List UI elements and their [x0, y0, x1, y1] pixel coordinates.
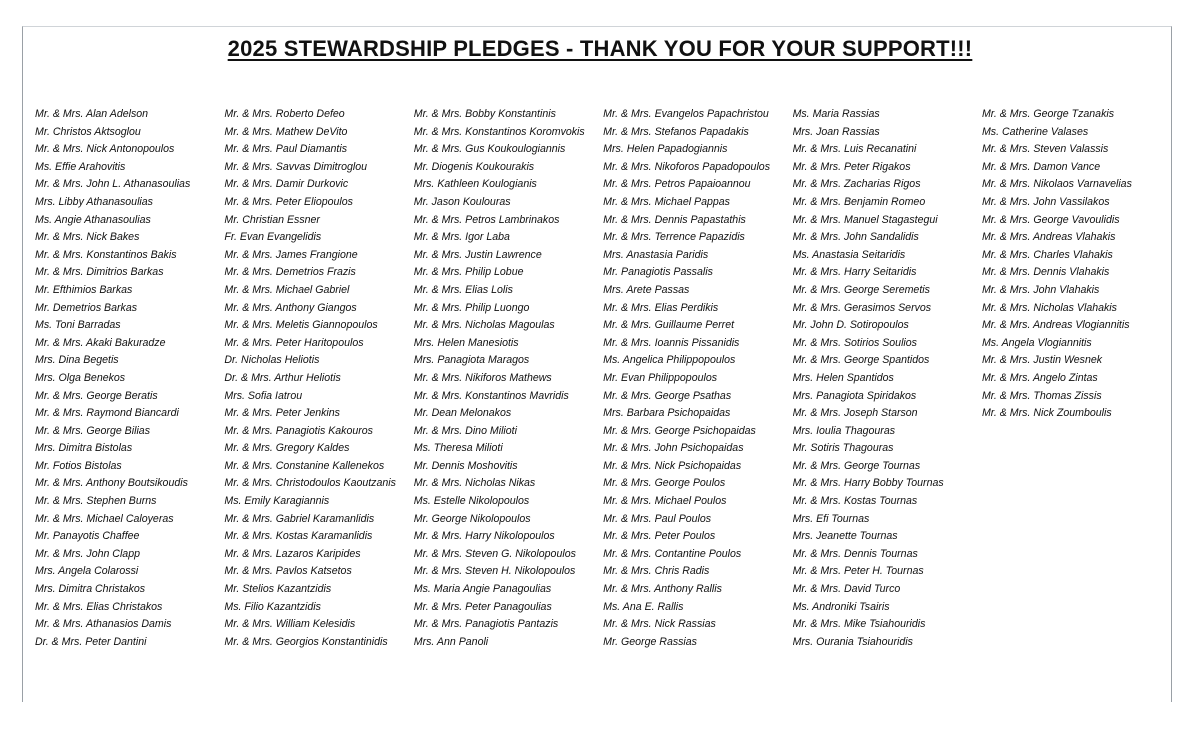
donor-name: Mr. & Mrs. Joseph Starson: [792, 407, 918, 420]
donor-name: Dr. Nicholas Heliotis: [224, 354, 320, 367]
donor-name: Mr. & Mrs. Dino Milioti: [413, 424, 517, 437]
name-column-3: [414, 106, 603, 651]
donor-name: Mr. & Mrs. Justin Wesnek: [981, 354, 1103, 367]
donor-name: Mr. & Mrs. Mathew DeVito: [224, 125, 348, 138]
donor-name: Mrs. Efi Tournas: [792, 512, 870, 525]
donor-name: Mr. & Mrs. Harry Nikolopoulos: [413, 530, 555, 543]
donor-name: Mr. & Mrs. Damon Vance: [981, 160, 1101, 173]
donor-name: Mr. & Mrs. Nick Zoumboulis: [981, 407, 1112, 420]
donor-name: Mrs. Angela Colarossi: [35, 565, 139, 578]
donor-name: Mr. & Mrs. Anthony Giangos: [224, 301, 357, 314]
donor-name: Mr. & Mrs. George Spantidos: [792, 354, 930, 367]
donor-name: Mr. & Mrs. Nick Rassias: [603, 618, 716, 631]
donor-name: Mr. Stelios Kazantzidis: [224, 583, 332, 596]
donor-name: Mr. & Mrs. Panagiotis Pantazis: [413, 618, 559, 631]
donor-name: Mr. & Mrs. Dennis Tournas: [792, 547, 918, 560]
donor-name: Mr. & Mrs. Meletis Giannopoulos: [224, 319, 378, 332]
donor-name: Mrs. Panagiota Maragos: [413, 354, 530, 367]
donor-name: Mr. & Mrs. Panagiotis Kakouros: [224, 424, 373, 437]
donor-name: Mr. & Mrs. Nikoforos Papadopoulos: [603, 160, 770, 173]
donor-name: Mr. & Mrs. John Vassilakos: [981, 195, 1110, 208]
donor-name: Mr. & Mrs. Nick Bakes: [35, 231, 140, 244]
donor-name: Mr. & Mrs. Guillaume Perret: [603, 319, 735, 332]
donor-name: Mr. & Mrs. Elias Christakos: [35, 600, 163, 613]
donor-name: Mr. & Mrs. Benjamin Romeo: [792, 195, 926, 208]
donor-name: Mr. & Mrs. Angelo Zintas: [981, 371, 1098, 384]
donor-name: Mr. & Mrs. George Beratis: [35, 389, 158, 402]
donor-name: Mrs. Helen Manesiotis: [413, 336, 519, 349]
donor-name: Mr. & Mrs. Steven H. Nikolopoulos: [413, 565, 576, 578]
donor-name: Dr. & Mrs. Arthur Heliotis: [224, 371, 341, 384]
donor-name: Mr. & Mrs. John Psichopaidas: [603, 442, 744, 455]
donor-name: Mr. & Mrs. Nicholas Vlahakis: [981, 301, 1117, 314]
donor-name: Mr. & Mrs. David Turco: [792, 583, 901, 596]
donor-name-columns: [35, 106, 1171, 651]
donor-name: Mr. & Mrs. Igor Laba: [413, 231, 510, 244]
donor-name: Mr. George Nikolopoulos: [413, 512, 531, 525]
donor-name: Mr. & Mrs. Manuel Stagastegui: [792, 213, 938, 226]
donor-name: Mr. Christos Aktsoglou: [35, 125, 141, 138]
donor-name: Ms. Angie Athanasoulias: [35, 213, 151, 226]
donor-name: Mr. Panayotis Chaffee: [35, 530, 140, 543]
donor-name: Mr. & Mrs. Peter Haritopoulos: [224, 336, 364, 349]
donor-name: Mrs. Anastasia Paridis: [603, 248, 709, 261]
page-title: 2025 STEWARDSHIP PLEDGES - THANK YOU FOR YOUR SUPPORT!!!: [227, 36, 973, 61]
donor-name: Mr. & Mrs. Contantine Poulos: [603, 547, 742, 560]
donor-name: Ms. Angela Vlogiannitis: [981, 336, 1092, 349]
donor-name: Ms. Catherine Valases: [981, 125, 1089, 138]
donor-name: Ms. Angelica Philippopoulos: [603, 354, 736, 367]
donor-name: Mrs. Panagiota Spiridakos: [792, 389, 917, 402]
donor-name: Mr. & Mrs. Andreas Vlogiannitis: [981, 319, 1130, 332]
donor-name: Mr. & Mrs. Peter Panagoulias: [413, 600, 552, 613]
donor-name: Mrs. Ioulia Thagouras: [792, 424, 896, 437]
donor-name: Mr. & Mrs. Dennis Papastathis: [603, 213, 746, 226]
donor-name: Mr. & Mrs. John Vlahakis: [981, 283, 1100, 296]
donor-name: Mr. & Mrs. Georgios Konstantinidis: [224, 635, 388, 648]
name-column-4: [603, 106, 792, 651]
donor-name: Mr. & Mrs. Konstantinos Bakis: [35, 248, 177, 261]
donor-name: Ms. Filio Kazantzidis: [224, 600, 321, 613]
donor-name: Mr. & Mrs. George Poulos: [603, 477, 726, 490]
donor-name: Mr. & Mrs. Peter Rigakos: [792, 160, 911, 173]
donor-name: Mr. & Mrs. Athanasios Damis: [35, 618, 172, 631]
donor-name: Mr. & Mrs. Nick Psichopaidas: [603, 459, 742, 472]
donor-name: Mrs. Ourania Tsiahouridis: [792, 635, 913, 648]
donor-name: Mr. & Mrs. Michael Gabriel: [224, 283, 350, 296]
name-column-1: [35, 106, 224, 651]
donor-name: Mr. & Mrs. Demetrios Frazis: [224, 266, 356, 279]
donor-name: Mr. Demetrios Barkas: [35, 301, 138, 314]
donor-name: Ms. Maria Angie Panagoulias: [413, 583, 552, 596]
donor-name: Ms. Anastasia Seitaridis: [792, 248, 906, 261]
donor-name: Mr. & Mrs. Anthony Rallis: [603, 583, 722, 596]
donor-name: Mr. Evan Philippopoulos: [603, 371, 718, 384]
donor-name: Mr. & Mrs. Luis Recanatini: [792, 143, 917, 156]
donor-name: Ms. Androniki Tsairis: [792, 600, 890, 613]
donor-name: Mr. Jason Koulouras: [413, 195, 511, 208]
donor-name: Mr. Sotiris Thagouras: [792, 442, 894, 455]
donor-name: Mr. & Mrs. Gus Koukoulogiannis: [413, 143, 566, 156]
donor-name: Mrs. Olga Benekos: [35, 371, 126, 384]
donor-name: Mr. & Mrs. Lazaros Karipides: [224, 547, 361, 560]
donor-name: Mr. & Mrs. Nikolaos Varnavelias: [981, 178, 1132, 191]
donor-name: Mr. & Mrs. Peter H. Tournas: [792, 565, 924, 578]
donor-name: Ms. Emily Karagiannis: [224, 495, 330, 508]
donor-name: Mr. Christian Essner: [224, 213, 320, 226]
donor-name: Mr. & Mrs. Sotirios Soulios: [792, 336, 917, 349]
donor-name: Mr. & Mrs. Elias Perdikis: [603, 301, 719, 314]
donor-name: Mr. Diogenis Koukourakis: [413, 160, 535, 173]
donor-name: Mr. & Mrs. Michael Pappas: [603, 195, 730, 208]
donor-name: Mr. & Mrs. Andreas Vlahakis: [981, 231, 1116, 244]
donor-name: Mr. & Mrs. George Tzanakis: [981, 108, 1115, 120]
donor-name: Ms. Ana E. Rallis: [603, 600, 684, 613]
donor-name: Mr. & Mrs. Bobby Konstantinis: [413, 108, 556, 120]
donor-name: Mr. & Mrs. Peter Eliopoulos: [224, 195, 353, 208]
donor-name: Mr. & Mrs. Justin Lawrence: [413, 248, 542, 261]
donor-name: Mr. & Mrs. Savvas Dimitroglou: [224, 160, 368, 173]
donor-name: Mr. & Mrs. Nikiforos Mathews: [413, 371, 552, 384]
donor-name: Mr. Dennis Moshovitis: [413, 459, 518, 472]
donor-name: Mr. & Mrs. Philip Lobue: [413, 266, 524, 279]
donor-name: Ms. Toni Barradas: [35, 319, 121, 332]
donor-name: Mr. & Mrs. Gerasimos Servos: [792, 301, 932, 314]
donor-name: Mr. & Mrs. Harry Seitaridis: [792, 266, 917, 279]
donor-name: Mr. & Mrs. Alan Adelson: [35, 108, 149, 120]
donor-name: Mrs. Libby Athanasoulias: [35, 195, 153, 208]
donor-name: Mr. & Mrs. Ioannis Pissanidis: [603, 336, 740, 349]
donor-name: Dr. & Mrs. Peter Dantini: [35, 635, 147, 648]
donor-name: Mr. & Mrs. Dennis Vlahakis: [981, 266, 1110, 279]
donor-name: Mr. & Mrs. Kostas Tournas: [792, 495, 918, 508]
donor-name: Mr. & Mrs. Chris Radis: [603, 565, 710, 578]
donor-name: Mr. & Mrs. Steven G. Nikolopoulos: [413, 547, 576, 560]
donor-name: Mr. & Mrs. John Clapp: [35, 547, 140, 560]
donor-name: Mr. & Mrs. Anthony Boutsikoudis: [35, 477, 188, 490]
donor-name: Mr. & Mrs. Zacharias Rigos: [792, 178, 921, 191]
donor-name: Ms. Estelle Nikolopoulos: [413, 495, 530, 508]
donor-name: Ms. Maria Rassias: [792, 108, 880, 120]
donor-name: Mr. & Mrs. Elias Lolis: [413, 283, 513, 296]
donor-name: Mr. & Mrs. Peter Jenkins: [224, 407, 340, 420]
donor-name: Mr. & Mrs. George Seremetis: [792, 283, 930, 296]
name-column-6: [982, 106, 1171, 651]
donor-name: Mr. & Mrs. George Psathas: [603, 389, 732, 402]
donor-name: Mrs. Arete Passas: [603, 283, 690, 296]
donor-name: Mr. & Mrs. Gregory Kaldes: [224, 442, 350, 455]
donor-name: Mr. & Mrs. Christodoulos Kaoutzanis: [224, 477, 396, 490]
donor-name: Mr. & Mrs. Philip Luongo: [413, 301, 530, 314]
donor-name: Mr. & Mrs. Dimitrios Barkas: [35, 266, 164, 279]
donor-name: Mr. & Mrs. George Tournas: [792, 459, 921, 472]
donor-name: Mr. & Mrs. Harry Bobby Tournas: [792, 477, 944, 490]
donor-name: Mr. & Mrs. Michael Caloyeras: [35, 512, 174, 525]
donor-name: Mr. & Mrs. Peter Poulos: [603, 530, 716, 543]
donor-name: Mr. & Mrs. George Psichopaidas: [603, 424, 756, 437]
donor-name: Mr. & Mrs. Konstantinos Koromvokis: [413, 125, 585, 138]
donor-name: Mr. & Mrs. Kostas Karamanlidis: [224, 530, 373, 543]
donor-name: Mr. & Mrs. Paul Poulos: [603, 512, 712, 525]
donor-name: Mr. & Mrs. Gabriel Karamanlidis: [224, 512, 375, 525]
donor-name: Mr. & Mrs. William Kelesidis: [224, 618, 356, 631]
donor-name: Mrs. Dimitra Bistolas: [35, 442, 133, 455]
donor-name: Mr. & Mrs. Stephen Burns: [35, 495, 157, 508]
donor-name: Mrs. Helen Papadogiannis: [603, 143, 728, 156]
donor-name: Mr. & Mrs. Petros Lambrinakos: [413, 213, 560, 226]
donor-name: Mr. & Mrs. James Frangione: [224, 248, 358, 261]
donor-name: Mr. & Mrs. Damir Durkovic: [224, 178, 349, 191]
donor-name: Mr. & Mrs. Raymond Biancardi: [35, 407, 179, 420]
donor-name: Mr. George Rassias: [603, 635, 697, 648]
donor-name: Mr. & Mrs. Stefanos Papadakis: [603, 125, 749, 138]
donor-name: Mrs. Dina Begetis: [35, 354, 119, 367]
donor-name: Mr. & Mrs. Thomas Zissis: [981, 389, 1102, 402]
name-column-2: [224, 106, 413, 651]
donor-name: Mr. & Mrs. Pavlos Katsetos: [224, 565, 352, 578]
donor-name: Mrs. Ann Panoli: [413, 635, 489, 648]
donor-name: Mrs. Barbara Psichopaidas: [603, 407, 731, 420]
donor-name: Mr. & Mrs. Paul Diamantis: [224, 143, 348, 156]
name-column-5: [793, 106, 982, 651]
donor-name: Mr. & Mrs. Charles Vlahakis: [981, 248, 1113, 261]
donor-name: Mr. & Mrs. Petros Papaioannou: [603, 178, 751, 191]
donor-name: Mr. & Mrs. John Sandalidis: [792, 231, 919, 244]
donor-name: Mr. & Mrs. Steven Valassis: [981, 143, 1109, 156]
donor-name: Mrs. Kathleen Koulogianis: [413, 178, 537, 191]
donor-name: Mr. & Mrs. George Bilias: [35, 424, 150, 437]
donor-name: Mr. & Mrs. Mike Tsiahouridis: [792, 618, 926, 631]
donor-name: Mr. & Mrs. Roberto Defeo: [224, 108, 345, 120]
donor-name: Fr. Evan Evangelidis: [224, 231, 322, 244]
donor-name: Mr. & Mrs. George Vavoulidis: [981, 213, 1120, 226]
donor-name: Mr. & Mrs. Konstantinos Mavridis: [413, 389, 569, 402]
donor-name: Mrs. Sofia Iatrou: [224, 389, 303, 402]
donor-name: Mr. & Mrs. Nicholas Nikas: [413, 477, 536, 490]
donor-name: Mrs. Jeanette Tournas: [792, 530, 898, 543]
donor-name: Mrs. Joan Rassias: [792, 125, 880, 138]
donor-name: Mr. Panagiotis Passalis: [603, 266, 713, 279]
donor-name: Mr. Fotios Bistolas: [35, 459, 122, 472]
donor-name: Mr. & Mrs. John L. Athanasoulias: [35, 178, 191, 191]
donor-name: Ms. Effie Arahovitis: [35, 160, 126, 173]
donor-name: Mr. & Mrs. Terrence Papazidis: [603, 231, 745, 244]
donor-name: Mr. Efthimios Barkas: [35, 283, 133, 296]
donor-name: Mr. & Mrs. Akaki Bakuradze: [35, 336, 166, 349]
donor-name: Mr. & Mrs. Michael Poulos: [603, 495, 727, 508]
donor-name: Mr. & Mrs. Nicholas Magoulas: [413, 319, 555, 332]
donor-name: Mrs. Helen Spantidos: [792, 371, 894, 384]
donor-name: Mrs. Dimitra Christakos: [35, 583, 146, 596]
donor-name: Mr. & Mrs. Constanine Kallenekos: [224, 459, 385, 472]
donor-name: Mr. & Mrs. Evangelos Papachristou: [603, 108, 769, 120]
donor-name: Mr. Dean Melonakos: [413, 407, 512, 420]
donor-name: Ms. Theresa Milioti: [413, 442, 503, 455]
donor-name: Mr. & Mrs. Nick Antonopoulos: [35, 143, 175, 156]
donor-name: Mr. John D. Sotiropoulos: [792, 319, 909, 332]
